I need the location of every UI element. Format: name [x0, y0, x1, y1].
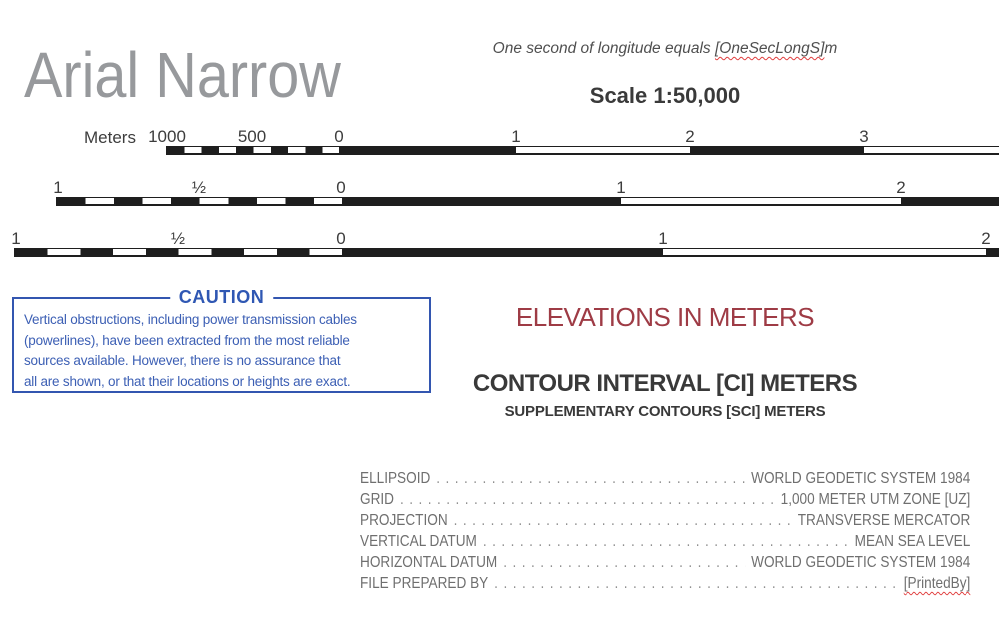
metadata-value: WORLD GEODETIC SYSTEM 1984: [751, 470, 971, 487]
metadata-row: [360, 552, 970, 573]
metadata-row: [360, 489, 970, 510]
scale-bar-segment: [15, 249, 342, 255]
scale3-tick-1r: 1: [658, 229, 668, 248]
scale2-tick-0: 0: [336, 178, 346, 197]
metadata-row: [360, 468, 970, 489]
scale-bar-segment: [167, 147, 339, 153]
scale-bar-segment: [690, 147, 864, 153]
scale1-tick-0: 0: [334, 127, 344, 146]
scale3-tick-half: ½: [170, 229, 186, 248]
metadata-leader-dots: [494, 573, 898, 594]
metadata-row: [360, 510, 970, 531]
scale-bar-segment: [339, 147, 516, 153]
scale1-tick-2: 2: [685, 127, 695, 146]
scale-bar-segment: [901, 198, 999, 204]
scale-bar-segment: [986, 249, 999, 255]
scale3-tick-2: 2: [981, 229, 991, 248]
metadata-value: WORLD GEODETIC SYSTEM 1984: [751, 554, 971, 571]
metadata-row: [360, 531, 970, 552]
scale2-tick-1l: 1: [53, 178, 63, 197]
scale-bar-segment: [342, 249, 663, 255]
metadata-leader-dots: [483, 531, 849, 552]
scale1-tick-1000: 1000: [148, 127, 186, 146]
metadata-label: VERTICAL DATUM: [360, 533, 477, 550]
metadata-value: MEAN SEA LEVEL: [854, 533, 971, 550]
scale-bar-segment: [621, 198, 901, 204]
scale1-tick-500: 500: [237, 127, 267, 146]
scale3-tick-1l: 1: [11, 229, 21, 248]
scale1-tick-1: 1: [511, 127, 521, 146]
longitude-note: [470, 40, 860, 58]
contour-interval-heading: CONTOUR INTERVAL [CI] METERS: [472, 370, 858, 397]
scale-bar-segment: [57, 198, 342, 204]
elevation-note: ELEVATIONS IN METERS: [515, 302, 815, 332]
scale2-tick-half: ½: [191, 178, 207, 197]
scale-bar-segment: [663, 249, 986, 255]
metadata-list: [360, 468, 970, 594]
metadata-label: FILE PREPARED BY: [360, 575, 489, 592]
caution-title: CAUTION: [170, 287, 274, 308]
scale-bar-meters: [166, 146, 999, 155]
caution-text-line: (powerlines), have been extracted from the most reliable: [24, 332, 350, 348]
metadata-value: TRANSVERSE MERCATOR: [797, 512, 971, 529]
scale-bar-segment: [516, 147, 690, 153]
caution-text-line: all are shown, or that their locations or heights are exact.: [24, 373, 351, 389]
scale3-tick-0: 0: [336, 229, 346, 248]
caution-box: [12, 287, 431, 393]
caution-text-line: Vertical obstructions, including power transmission cables: [24, 312, 357, 327]
caution-text-line: sources available. However, there is no assurance that: [24, 353, 341, 368]
metadata-label: PROJECTION: [360, 512, 448, 529]
metadata-value: 1,000 METER UTM ZONE [UZ]: [780, 491, 971, 508]
scale-title: Scale 1:50,000: [589, 83, 741, 108]
meters-caption: Meters: [84, 128, 136, 147]
caution-body: [14, 299, 429, 392]
metadata-row: [360, 573, 970, 594]
metadata-leader-dots: [503, 552, 745, 573]
scale1-tick-3: 3: [859, 127, 869, 146]
scale-bar-nautical-miles: [14, 248, 999, 257]
scale2-tick-2: 2: [896, 178, 906, 197]
scale2-tick-1r: 1: [616, 178, 626, 197]
scale-bar-segment: [342, 198, 621, 204]
longitude-note-token: [OneSecLongS]: [714, 40, 825, 57]
metadata-label: GRID: [360, 491, 394, 508]
metadata-label: ELLIPSOID: [360, 470, 431, 487]
metadata-leader-dots: [454, 510, 792, 531]
metadata-label: HORIZONTAL DATUM: [360, 554, 498, 571]
longitude-note-suffix: m: [824, 40, 838, 57]
scale-bar-miles: [56, 197, 999, 206]
metadata-leader-dots: [400, 489, 775, 510]
metadata-leader-dots: [436, 468, 745, 489]
metadata-value-printedby: [PrintedBy]: [903, 575, 971, 592]
font-sample-title: Arial Narrow: [24, 39, 341, 111]
longitude-note-prefix: One second of longitude equals: [492, 40, 715, 57]
scale-bar-segment: [864, 147, 999, 153]
supplementary-contours-heading: SUPPLEMENTARY CONTOURS [SCI] METERS: [504, 403, 826, 420]
